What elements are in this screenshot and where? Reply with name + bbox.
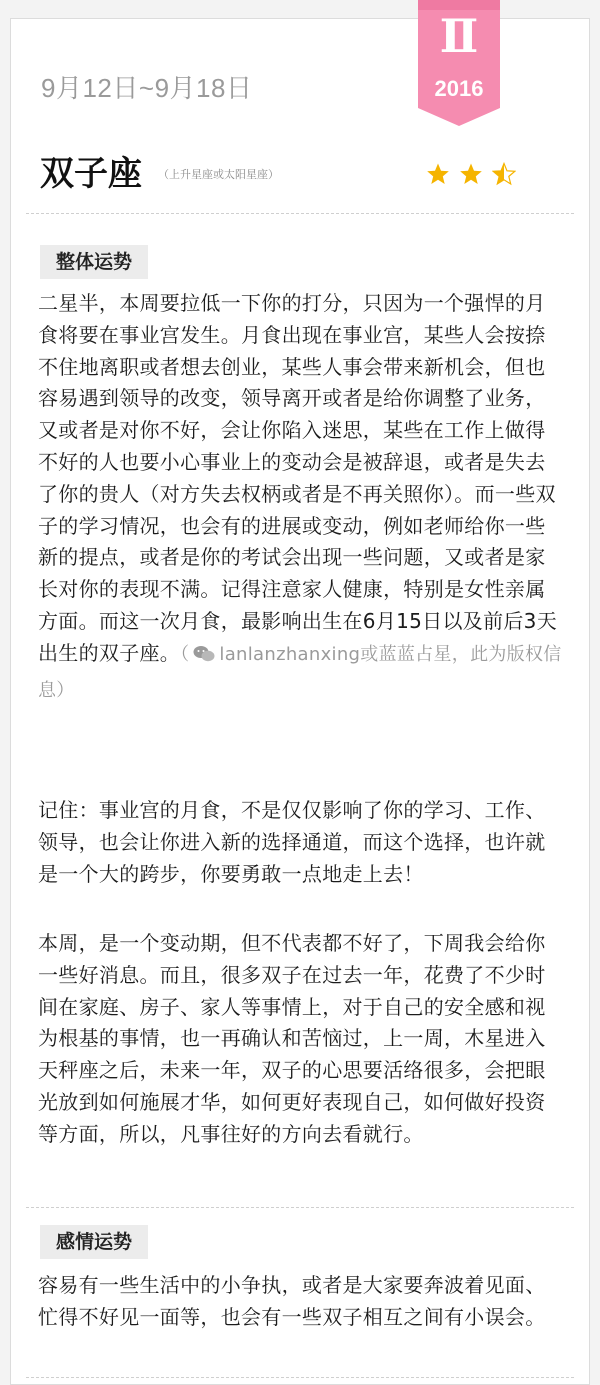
paragraph-text: 二星半，本周要拉低一下你的打分，只因为一个强悍的月食将要在事业宫发生。月食出现在事业宫，某些人会按捺不住地离职或者想去创业，某些人事会带来新机会，但也容易遇到领导的改变，领导离开或者是给你调整了业务，又或者是对你不好，会让你陷入迷思，某些在工作上做得不好的人也要小心事业上的变动会是被辞退，或者是失去了你的贵人（对方失去权柄或者是不再关照你）。而一些双子的学习情况，也会有的进展或变动，例如老师给你一些新的提点，或者是你的考试会出现一些问题，又或者是家长对你的表现不满。记得注意家人健康，特别是女性亲属方面。而这一次月食，最影响出生在6月15日以及前后3天出生的双子座。: [38, 291, 557, 665]
date-range: 9月12日~9月18日: [41, 73, 253, 103]
paragraph-overall-1: [38, 288, 562, 706]
section-label-overall: 整体运势: [40, 245, 148, 279]
paragraph-love-1: 容易有一些生活中的小争执，或者是大家要奔波着见面、忙得不好见一面等，也会有一些双子相互之间有小误会。: [38, 1273, 546, 1329]
divider: [26, 1207, 574, 1208]
paragraph-overall-2: 记住：事业宫的月食，不是仅仅影响了你的学习、工作、领导，也会让你进入新的选择通道，而这个选择，也许就是一个大的跨步，你要勇敢一点地走上去！: [38, 798, 546, 886]
half-star-icon: [492, 162, 516, 190]
star-icon: [459, 162, 483, 190]
divider: [26, 1377, 574, 1378]
divider: [26, 213, 574, 214]
badge-year: 2016: [434, 76, 484, 101]
zodiac-badge: [418, 0, 500, 126]
section-label-love: 感情运势: [40, 1225, 148, 1259]
sign-title: 双子座: [40, 154, 142, 194]
sign-subtitle: （上升星座或太阳星座）: [158, 168, 279, 181]
star-icon: [426, 162, 450, 190]
wechat-icon: [193, 642, 215, 674]
star-rating: [426, 162, 520, 188]
gemini-glyph: Ⅱ: [439, 9, 479, 63]
paragraph-overall-3: 本周，是一个变动期，但不代表都不好了，下周我会给你一些好消息。而且，很多双子在过去一年，花费了不少时间在家庭、房子、家人等事情上，对于自己的安全感和视为根基的事情，也一再确认和苦恼过，上一周，木星进入天秤座之后，未来一年，双子的心思要活络很多，会把眼光放到如何施展才华，如何更好表现自己，如何做好投资等方面，所以，凡事往好的方向去看就行。: [38, 931, 546, 1146]
watermark-paren: （: [180, 643, 190, 665]
watermark-text: lanlanzhanxing或蓝蓝占星，此为版权信息）: [38, 643, 562, 701]
